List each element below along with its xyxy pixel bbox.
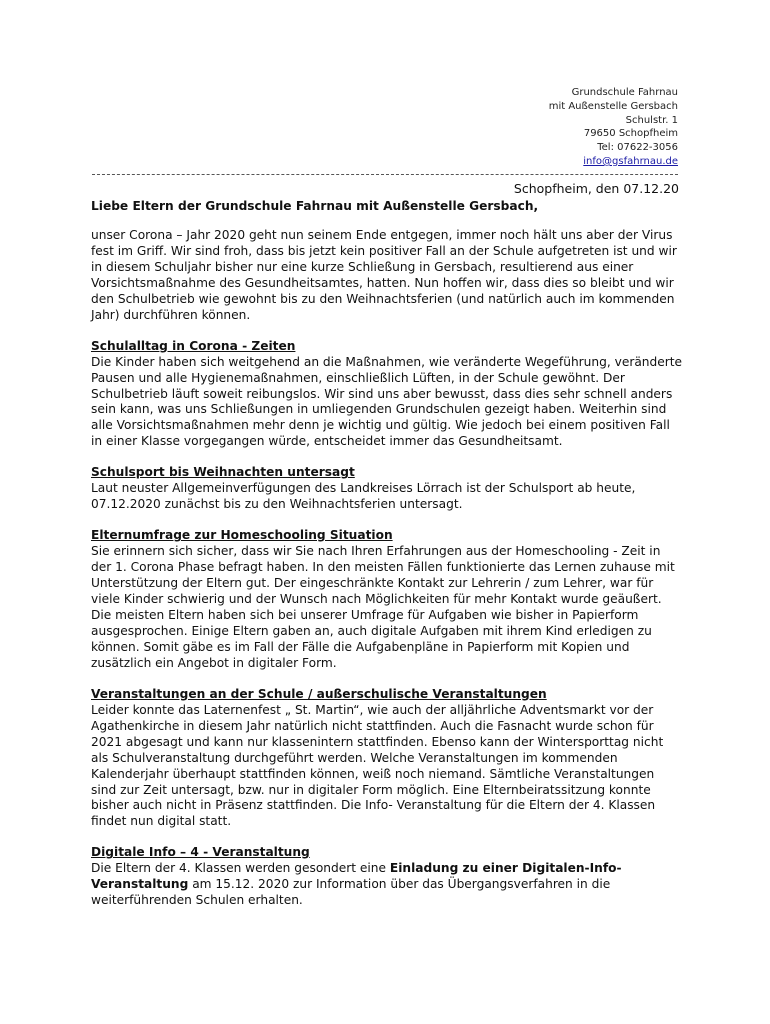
section-text: Laut neuster Allgemeinverfügungen des Landkreises Lörrach ist der Schulsport ab heute, 07.12.2020 zunächst bis zu den Weihnachtsferien untersagt. [91, 481, 636, 512]
intro-paragraph: unser Corona – Jahr 2020 geht nun seinem Ende entgegen, immer noch hält uns aber der Virus fest im Griff. Wir sind froh, dass bis jetzt kein positiver Fall an der Schule aufgetreten ist und wir in diesem Schuljahr bisher nur eine kurze Schließung in Gersbach, resultierend aus einer Vorsichtsmaßnahme des Gesundheitsamtes, hatten. Nun hoffen wir, dass dies so bleibt und wir den Schulbetrieb wie gewohnt bis zu den Weihnachtsferien (und natürlich auch im kommenden Jahr) durchführen können. [91, 227, 677, 322]
section-heading: Schulsport bis Weihnachten untersagt [91, 465, 355, 480]
section-heading: Digitale Info – 4 - Veranstaltung [91, 845, 310, 860]
date-line: Schopfheim, den 07.12.20 [513, 181, 679, 196]
section-text: Leider konnte das Laternenfest „ St. Martin“, wie auch der alljährliche Adventsmarkt vor der Agathenkirche in diesem Jahr natürlich nicht stattfinden. Auch die Fasnacht wurde schon für 2021 abgesagt und kann nur klassenintern stattfinden. Ebenso kann der Wintersporttag nicht als Schulveranstaltung durchgeführt werden. Welche Veranstaltungen im kommenden Kalenderjahr überhaupt stattfinden können, weiß noch niemand. Sämtliche Veranstaltungen sind zur Zeit untersagt, bzw. nur in digitaler Form möglich. Eine Elternbeiratssitzung konnte bisher auch nicht in Präsenz stattfinden. Die Info- Veranstaltung für die Eltern der 4. Klassen findet nun digital statt. [91, 702, 664, 829]
school-phone: Tel: 07622-3056 [597, 142, 678, 154]
section-elternumfrage [91, 528, 683, 672]
section-text: Die Kinder haben sich weitgehend an die Maßnahmen, wie veränderte Wegeführung, veränderte Pausen und alle Hygienemaßnahmen, einschließlich Lüften, in der Schule gewöhnt. Der Schulbetrieb läuft soweit reibungslos. Wir sind uns aber bewusst, dass dies sehr schnell anders sein kann, was uns Schließungen in umliegenden Grundschulen gezeigt haben. Weiterhin sind alle Vorsichtsmaßnahmen mehr denn je wichtig und gültig. Wie jedoch bei einem positiven Fall in einer Klasse vorgegangen würde, entscheidet immer das Gesundheitsamt. [91, 354, 683, 449]
section-digitale-info [91, 845, 683, 909]
section-schulalltag [91, 339, 683, 451]
section-schulsport [91, 465, 683, 513]
section-text [91, 861, 683, 909]
section-heading: Veranstaltungen an der Schule / außerschulische Veranstaltungen [91, 686, 547, 701]
letter-body [91, 199, 683, 909]
school-city: 79650 Schopfheim [583, 128, 678, 140]
invitation-text-end: am 15.12. 2020 zur Information über das Übergangsverfahren in die weiterführenden Schulen erhalten. [91, 877, 611, 908]
greeting: Liebe Eltern der Grundschule Fahrnau mit Außenstelle Gersbach, [91, 199, 539, 213]
school-name: Grundschule Fahrnau [571, 87, 678, 98]
letterhead-address [549, 86, 678, 169]
section-heading: Schulalltag in Corona - Zeiten [91, 338, 296, 353]
section-text: Sie erinnern sich sicher, dass wir Sie nach Ihren Erfahrungen aus der Homeschooling - Zeit in der 1. Corona Phase befragt haben. In den meisten Fällen funktionierte das Lernen zuhause mit Unterstützung der Eltern gut. Der eingeschränkte Kontakt zur Lehrerin / zum Lehrer, war für viele Kinder schwierig und der Wunsch nach Möglichkeiten für mehr Kontakt wurde geäußert. Die meisten Eltern haben sich bei unserer Umfrage für Aufgaben wie bisher in Papierform ausgesprochen. Einige Eltern gaben an, auch digitale Aufgaben mit ihrem Kind erledigen zu können. Somit gäbe es im Fall der Fälle die Aufgabenpläne in Papierform mit Kopien und zusätzlich ein Angebot in digitaler Form. [91, 544, 675, 670]
header-divider [92, 174, 678, 175]
invitation-emphasis: Einladung zu einer Digitalen-Info-Veranstaltung [91, 861, 622, 892]
school-branch: mit Außenstelle Gersbach [548, 100, 678, 112]
section-veranstaltungen [91, 687, 683, 831]
school-email-link[interactable]: info@gsfahrnau.de [583, 155, 678, 167]
invitation-text-start: Die Eltern der 4. Klassen werden gesondert eine [91, 861, 390, 876]
school-street: Schulstr. 1 [625, 114, 678, 126]
section-heading: Elternumfrage zur Homeschooling Situation [91, 528, 393, 543]
